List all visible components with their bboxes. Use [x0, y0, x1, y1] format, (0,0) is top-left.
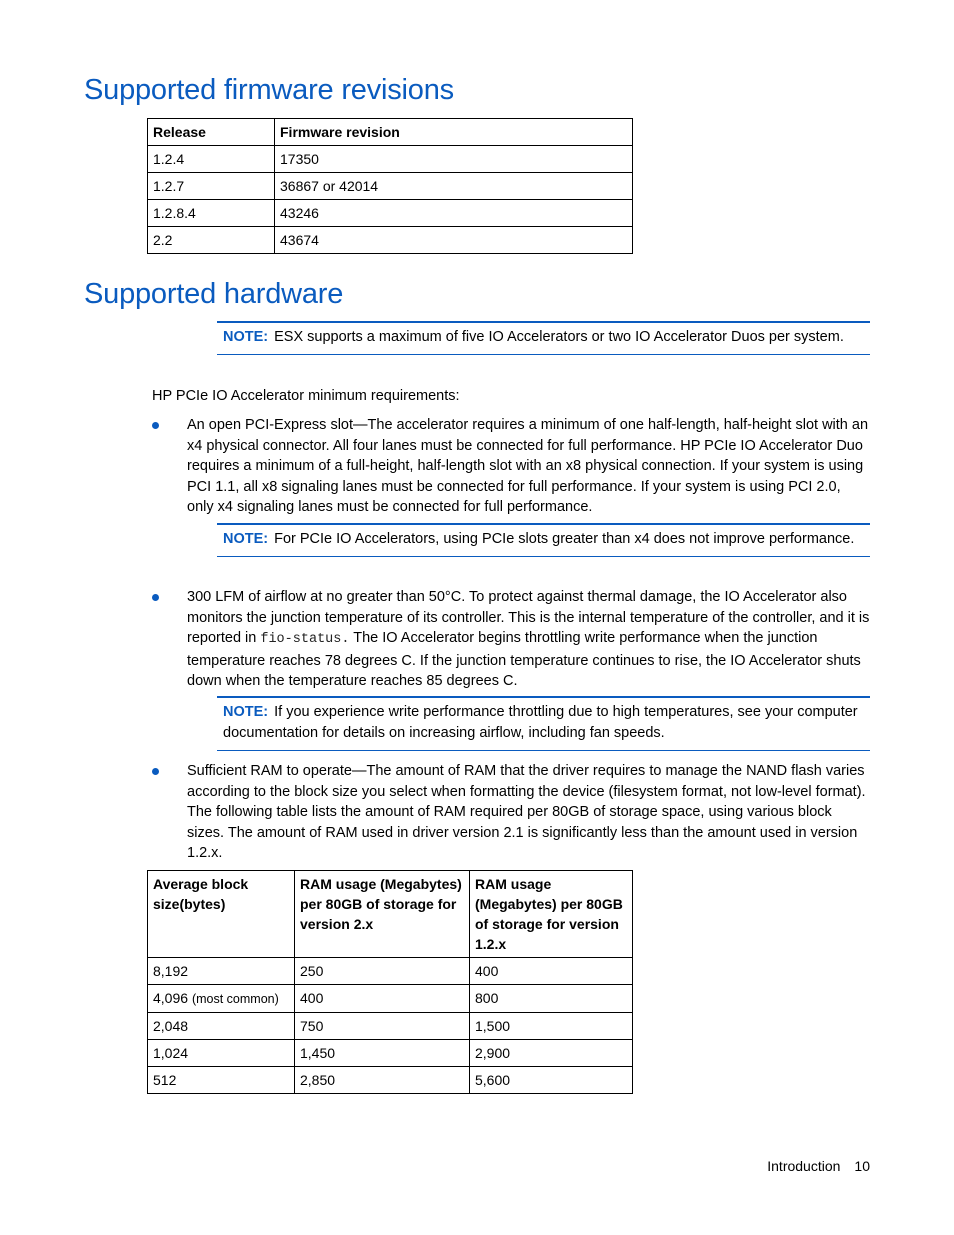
table-row — [148, 1067, 633, 1094]
column-header: Average block size(bytes) — [148, 871, 295, 958]
note-box — [217, 321, 870, 355]
ram-v12-cell: 2,900 — [470, 1040, 633, 1067]
block-size-note: (most common) — [191, 992, 279, 1006]
note-label: NOTE: — [223, 329, 269, 345]
footer-section: Introduction — [767, 1158, 841, 1174]
list-item-text: An open PCI-Express slot—The accelerator requires a minimum of one half-length, half-height slot with an x4 physical connector. All four lanes must be connected for full performance. HP PCIe IO Accelerator Duo requires a minimum of a full-height, half-length slot with an x8 physical connection. If your system is using PCI 1.1, all x8 signaling lanes must be connected for full performance. If your system is using PCI 2.0, only x4 signaling lanes must be connected for full performance. — [187, 417, 869, 516]
ram-v12-cell: 1,500 — [470, 1013, 633, 1040]
release-cell: 1.2.7 — [148, 173, 275, 200]
ram-v12-cell: 800 — [470, 985, 633, 1013]
note-text: If you experience write performance throttling due to high temperatures, see your computer documentation for details on increasing airflow, including fan speeds. — [223, 704, 858, 741]
firmware-table — [147, 118, 633, 254]
block-size: 2,048 — [153, 1018, 189, 1034]
ram-v2-cell: 250 — [295, 958, 470, 985]
note-box — [217, 523, 870, 557]
column-header: Release — [148, 119, 275, 146]
block-size: 1,024 — [153, 1045, 189, 1061]
page-number: 10 — [854, 1158, 870, 1174]
table-row — [148, 200, 633, 227]
text-run: 300 LFM of airflow at no greater than 50°C. To protect against thermal damage, the IO Accelerator also monitors the junction temperature of its controller. This is the internal temperature of the controller, and it is reported in — [187, 589, 870, 647]
bullet-icon — [152, 768, 159, 775]
table-row — [148, 1040, 633, 1067]
fio-status-command: fio-status. — [260, 632, 350, 648]
ram-v12-cell: 400 — [470, 958, 633, 985]
firmware-cell: 43246 — [275, 200, 633, 227]
firmware-cell: 17350 — [275, 146, 633, 173]
table-header-row — [148, 119, 633, 146]
table-row — [148, 146, 633, 173]
note-label: NOTE: — [223, 704, 269, 720]
column-header: RAM usage (Megabytes) per 80GB of storage for version 1.2.x — [470, 871, 633, 958]
table-row — [148, 958, 633, 985]
table-row — [148, 985, 633, 1013]
block-size: 512 — [153, 1072, 177, 1088]
table-row — [148, 227, 633, 254]
list-item — [152, 587, 870, 692]
note-box — [217, 696, 870, 751]
hardware-heading: Supported hardware — [84, 278, 344, 310]
text-run: The IO Accelerator begins throttling write performance when the junction temperature reaches 78 degrees C. If the junction temperature continues to rise, the IO Accelerator shuts down when the temperature reaches 85 degrees C. — [187, 630, 861, 690]
note-text: ESX supports a maximum of five IO Accelerators or two IO Accelerator Duos per system. — [274, 329, 844, 345]
firmware-cell: 43674 — [275, 227, 633, 254]
requirements-intro: HP PCIe IO Accelerator minimum requirements: — [152, 388, 460, 404]
ram-v2-cell: 2,850 — [295, 1067, 470, 1094]
note-label: NOTE: — [223, 531, 269, 547]
list-item-text: Sufficient RAM to operate—The amount of RAM that the driver requires to manage the NAND flash varies according to the block size you select when formatting the device (filesystem format, not low-level format). The following table lists the amount of RAM required per 80GB of storage space, using various block sizes. The amount of RAM used in driver version 2.1 is significantly less than the amount used in version 1.2.x. — [187, 763, 866, 862]
block-size: 4,096 — [153, 990, 189, 1006]
block-size: 8,192 — [153, 963, 189, 979]
ram-v12-cell: 5,600 — [470, 1067, 633, 1094]
bullet-icon — [152, 594, 159, 601]
release-cell: 1.2.8.4 — [148, 200, 275, 227]
list-item — [152, 761, 870, 864]
release-cell: 1.2.4 — [148, 146, 275, 173]
table-row — [148, 1013, 633, 1040]
ram-v2-cell: 400 — [295, 985, 470, 1013]
list-item — [152, 415, 870, 518]
table-row — [148, 173, 633, 200]
release-cell: 2.2 — [148, 227, 275, 254]
block-size-cell — [148, 1067, 295, 1094]
firmware-cell: 36867 or 42014 — [275, 173, 633, 200]
column-header: RAM usage (Megabytes) per 80GB of storage for version 2.x — [295, 871, 470, 958]
block-size-cell — [148, 985, 295, 1013]
note-text: For PCIe IO Accelerators, using PCIe slots greater than x4 does not improve performance. — [274, 531, 855, 547]
ram-v2-cell: 750 — [295, 1013, 470, 1040]
table-header-row — [148, 871, 633, 958]
column-header: Firmware revision — [275, 119, 633, 146]
block-size-cell — [148, 1040, 295, 1067]
ram-v2-cell: 1,450 — [295, 1040, 470, 1067]
bullet-icon — [152, 422, 159, 429]
page-footer — [767, 1158, 870, 1174]
firmware-heading: Supported firmware revisions — [84, 74, 454, 106]
block-size-cell — [148, 1013, 295, 1040]
block-size-cell — [148, 958, 295, 985]
ram-usage-table — [147, 870, 633, 1094]
list-item-text — [187, 587, 870, 692]
